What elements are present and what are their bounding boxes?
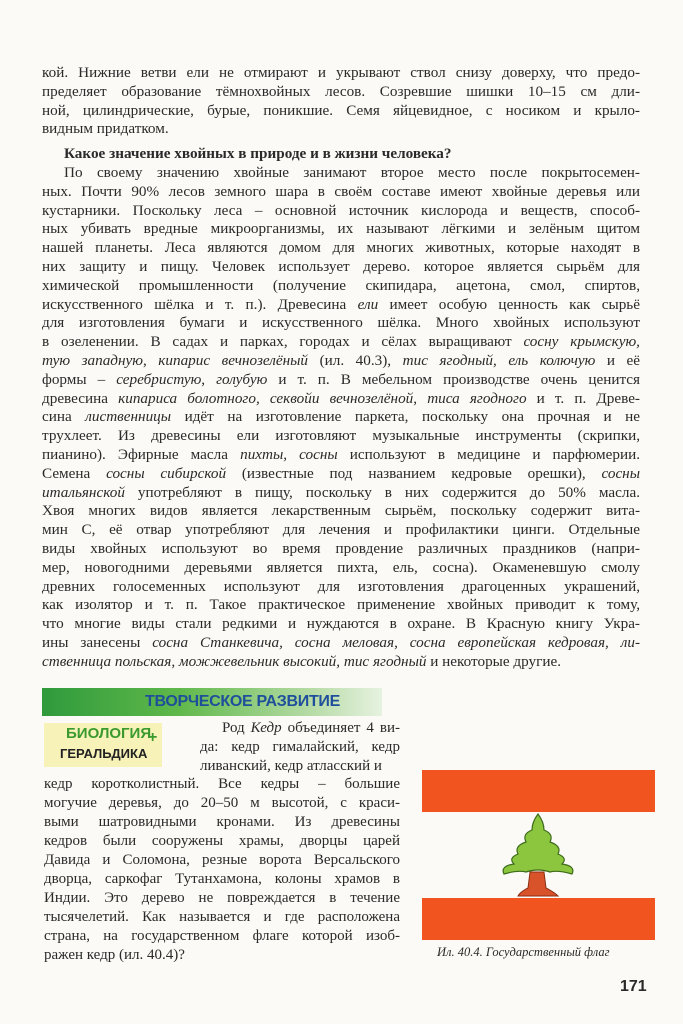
italic-term: Кедр xyxy=(250,720,282,736)
italic-term: ель колючую xyxy=(508,351,596,369)
text-segment: выми шатровидными кронами. Из древесины xyxy=(44,814,400,830)
text-segment: пианино). Эфирные масла xyxy=(42,445,241,463)
text-segment: кедров были сооружены храмы, дворцы царей xyxy=(44,833,400,849)
text-segment: , xyxy=(201,370,217,388)
flag-bottom-stripe xyxy=(422,898,655,940)
text-line xyxy=(42,258,640,277)
text-line xyxy=(42,427,640,446)
text-line xyxy=(42,220,640,239)
text-segment: для изготовления бумаги и искусственного шёлка. Много хвойных используют xyxy=(42,314,640,332)
text-line xyxy=(44,870,400,889)
text-segment: древних голосеменных используют для изготовления драгоценных украшений, xyxy=(42,577,640,595)
text-line xyxy=(42,446,640,465)
italic-term: тую западную xyxy=(42,351,143,369)
subject-tag xyxy=(44,723,162,767)
banner-title: ТВОРЧЕСКОЕ РАЗВИТИЕ xyxy=(145,693,340,710)
text-segment: мин С, её отвар употребляют для лечения и профилактики цинги. Отдельные xyxy=(42,521,640,539)
text-line xyxy=(42,465,640,484)
italic-term: пихты xyxy=(240,445,284,463)
text-segment: видным придатком. xyxy=(42,120,169,138)
italic-term: сосна Станкевича, сосна меловая, сосна европейская кедровая, ли- xyxy=(152,633,640,651)
italic-term: тиса ягодного xyxy=(427,389,527,407)
intro-paragraph xyxy=(42,64,640,139)
text-segment: ины занесены xyxy=(42,633,153,651)
text-segment: нашей планеты. Леса являются домом для многих животных, которые находят в xyxy=(42,239,640,257)
text-segment: ной, цилиндрические, бурые, поникшие. Семя яйцевидное, с носиком и крыло- xyxy=(42,101,640,119)
text-segment: страна, на государственном флаге которой изоб- xyxy=(44,928,400,944)
text-segment: в озеленении. В садах и парках, городах и сёлах выращивают xyxy=(42,333,524,351)
text-segment: что многие виды стали редкими и нуждаются в охране. В Красную книгу Укра- xyxy=(42,615,640,633)
italic-term: ственница польская, можжевельник высокий, тис ягодный xyxy=(42,652,427,670)
text-line xyxy=(44,813,400,832)
text-line xyxy=(44,832,400,851)
text-line xyxy=(42,202,640,221)
text-line xyxy=(42,540,640,559)
text-segment: Семена xyxy=(42,464,107,482)
text-segment: (известные под названием кедровые орешки), xyxy=(226,464,602,482)
figure-caption: Ил. 40.4. Государственный флаг xyxy=(437,945,610,959)
tag-biology: БИОЛОГИЯ xyxy=(66,725,152,742)
text-line xyxy=(42,408,640,427)
text-segment: идёт на изготовление паркета, поскольку она прочная и не xyxy=(171,408,640,426)
text-segment: кой. Нижние ветви ели не отмирают и укрывают ствол снизу доверху, что предо- xyxy=(42,64,640,81)
text-line xyxy=(42,64,640,83)
text-line xyxy=(44,775,400,794)
text-line xyxy=(42,277,640,296)
italic-term: сосну крымскую, xyxy=(523,333,640,351)
text-line xyxy=(42,634,640,653)
text-line xyxy=(42,183,640,202)
text-line xyxy=(42,333,640,352)
italic-term: тис ягодный xyxy=(402,351,493,369)
cedar-tree-icon xyxy=(498,812,578,898)
text-line xyxy=(42,559,640,578)
text-segment: объединяет 4 ви- xyxy=(281,720,400,736)
main-paragraph xyxy=(42,164,640,672)
text-segment: , xyxy=(283,445,300,463)
creative-text-short xyxy=(200,719,400,776)
text-segment: химической промышленности (получение скипидара, ацетона, смол, спиртов, xyxy=(42,276,640,294)
text-line xyxy=(42,314,640,333)
text-line xyxy=(42,521,640,540)
text-line xyxy=(42,578,640,597)
text-line xyxy=(42,296,640,315)
italic-term: кипариса болотного, секвойи вечнозелёной xyxy=(118,389,414,407)
text-segment: Род xyxy=(222,720,251,736)
text-segment: как изолятор и т. п. Такое практическое применение хвойных приводит к тому, xyxy=(42,596,640,614)
italic-term: лиственницы xyxy=(85,408,172,426)
text-segment: пределяет образование тёмнохвойных лесов. Созревшие шишки 10–15 см дли- xyxy=(42,82,640,100)
text-segment: , xyxy=(492,351,509,369)
text-segment: имеет особую ценность как сырьё xyxy=(378,295,640,313)
text-line xyxy=(42,352,640,371)
italic-term: серебристую xyxy=(116,370,202,388)
text-segment: искусственного шёлка и т. п.). Древесина xyxy=(42,295,358,313)
text-segment: древесина xyxy=(42,389,119,407)
italic-term: сосны xyxy=(299,445,338,463)
text-segment: трухлеет. Из древесины ели изготовляют музыкальные инструменты (скрипки, xyxy=(42,427,640,445)
flag-top-stripe xyxy=(422,770,655,812)
tag-heraldry: ГЕРАЛЬДИКА xyxy=(60,746,148,761)
creative-text xyxy=(44,775,400,965)
text-line xyxy=(42,484,640,503)
italic-term: кипарис вечнозелёный xyxy=(158,351,309,369)
text-segment: формы – xyxy=(42,370,117,388)
creative-banner xyxy=(42,688,382,716)
text-line xyxy=(200,719,400,738)
text-segment: виды хвойных используют во время провдение различных праздников (напри- xyxy=(42,539,640,557)
lebanon-flag-illustration xyxy=(422,770,655,938)
text-segment: ражен кедр (ил. 40.4)? xyxy=(44,947,185,963)
text-segment: кустарники. Поскольку леса – основной источник кислорода и веществ, способ- xyxy=(42,201,640,219)
text-line xyxy=(44,889,400,908)
text-line xyxy=(200,738,400,757)
page-number: 171 xyxy=(620,978,647,995)
text-segment: , xyxy=(413,389,428,407)
text-segment: ливанский, кедр атласский и xyxy=(200,758,382,774)
text-line xyxy=(44,851,400,870)
text-line xyxy=(44,927,400,946)
text-line xyxy=(42,596,640,615)
text-segment: и некоторые другие. xyxy=(426,652,562,670)
text-line xyxy=(42,390,640,409)
text-line xyxy=(42,502,640,521)
text-line xyxy=(200,757,400,776)
text-segment: (ил. 40.3), xyxy=(308,351,403,369)
text-segment: кедр коротколистный. Все кедры – большие xyxy=(44,776,400,792)
text-segment: , xyxy=(142,351,159,369)
text-segment: них защиту и пищу. Человек использует дерево. которое является сырьём для xyxy=(42,257,640,275)
text-line xyxy=(42,653,640,672)
text-segment: употребляют в пищу, поскольку в них содержится до 50% масла. xyxy=(124,483,640,501)
italic-term: сосны xyxy=(601,464,641,482)
text-segment: ных убивать вредные микроорганизмы, их называют лёгкими и зелёным щитом xyxy=(42,220,640,238)
text-line xyxy=(42,371,640,390)
text-line xyxy=(42,615,640,634)
text-line xyxy=(42,239,640,258)
text-segment: мер, новогодними деревьями является пихта, ель, сосна). Окаменевшую смолу xyxy=(42,558,640,576)
text-line xyxy=(44,946,400,965)
italic-term: ели xyxy=(357,295,379,313)
plus-icon: + xyxy=(148,729,158,746)
text-line xyxy=(42,164,640,183)
text-line xyxy=(44,794,400,813)
text-segment: Давида и Соломона, резные ворота Версальского xyxy=(44,852,400,868)
text-segment: сина xyxy=(42,408,86,426)
text-segment: ных. Почти 90% лесов земного шара в своём составе имеют хвойные деревья или xyxy=(42,182,640,200)
text-segment: По своему значению хвойные занимают второе место после покрытосемен- xyxy=(64,164,640,181)
text-segment: могучие деревья, до 20–50 м высотой, с краси- xyxy=(44,795,400,811)
text-line xyxy=(44,908,400,927)
section-heading: Какое значение хвойных в природе и в жизни человека? xyxy=(64,145,452,162)
text-segment: и т. п. В мебельном производстве очень ценится xyxy=(267,370,641,388)
text-segment: дворца, саркофаг Тутанхамона, колоны храмов в xyxy=(44,871,400,887)
text-line xyxy=(42,102,640,121)
italic-term: голубую xyxy=(216,370,268,388)
text-segment: Хвоя многих видов является лекарственным сырьём, поскольку содержит вита- xyxy=(42,502,640,520)
text-segment: используют в медицине и парфюмерии. xyxy=(337,445,640,463)
text-segment: да: кедр гималайский, кедр xyxy=(200,739,400,755)
italic-term: итальянской xyxy=(42,483,125,501)
text-segment: и её xyxy=(595,351,640,369)
text-line xyxy=(42,120,640,139)
text-line xyxy=(42,83,640,102)
text-segment: тысячелетий. Как называется и где расположена xyxy=(44,909,400,925)
text-segment: Индии. Это дерево не повреждается в течение xyxy=(44,890,400,906)
italic-term: сосны сибирской xyxy=(106,464,227,482)
text-segment: и т. п. Древе- xyxy=(526,389,640,407)
